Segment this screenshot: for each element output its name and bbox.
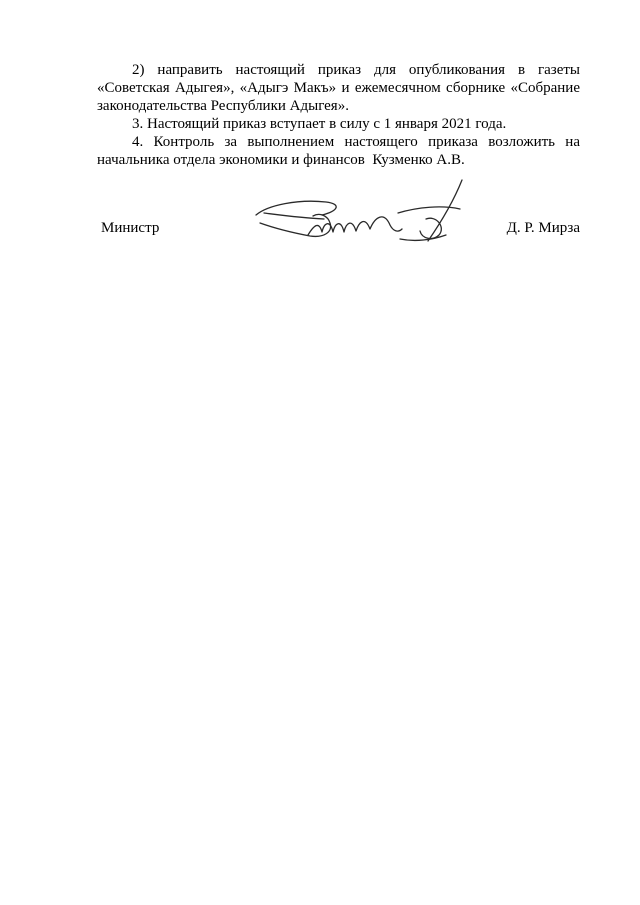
text-line: 2) направить настоящий приказ для опубликования в газеты [132, 62, 580, 78]
signatory-name: Д. Р. Мирза [506, 220, 580, 236]
signature-stroke [260, 214, 331, 236]
signature-stroke [428, 180, 462, 241]
text-line: «Советская Адыгея», «Адыгэ Макъ» и ежемесячном сборнике «Собрание [97, 80, 580, 96]
handwritten-signature [250, 175, 470, 255]
paragraph-item-4 [97, 133, 580, 169]
paragraph-item-3 [97, 115, 580, 133]
signature-stroke [398, 207, 460, 213]
signature-stroke [308, 217, 402, 235]
text-line: начальника отдела экономики и финансов Кузменко А.В. [97, 152, 465, 168]
paragraph-item-2 [97, 61, 580, 115]
signatory-position: Министр [101, 220, 160, 236]
text-line: законодательства Республики Адыгея». [97, 98, 349, 114]
document-body [97, 61, 580, 169]
signature-stroke [420, 218, 441, 238]
signature-stroke [264, 213, 324, 219]
text-line: 3. Настоящий приказ вступает в силу с 1 января 2021 года. [132, 116, 507, 132]
text-line: 4. Контроль за выполнением настоящего приказа возложить на [132, 134, 580, 150]
